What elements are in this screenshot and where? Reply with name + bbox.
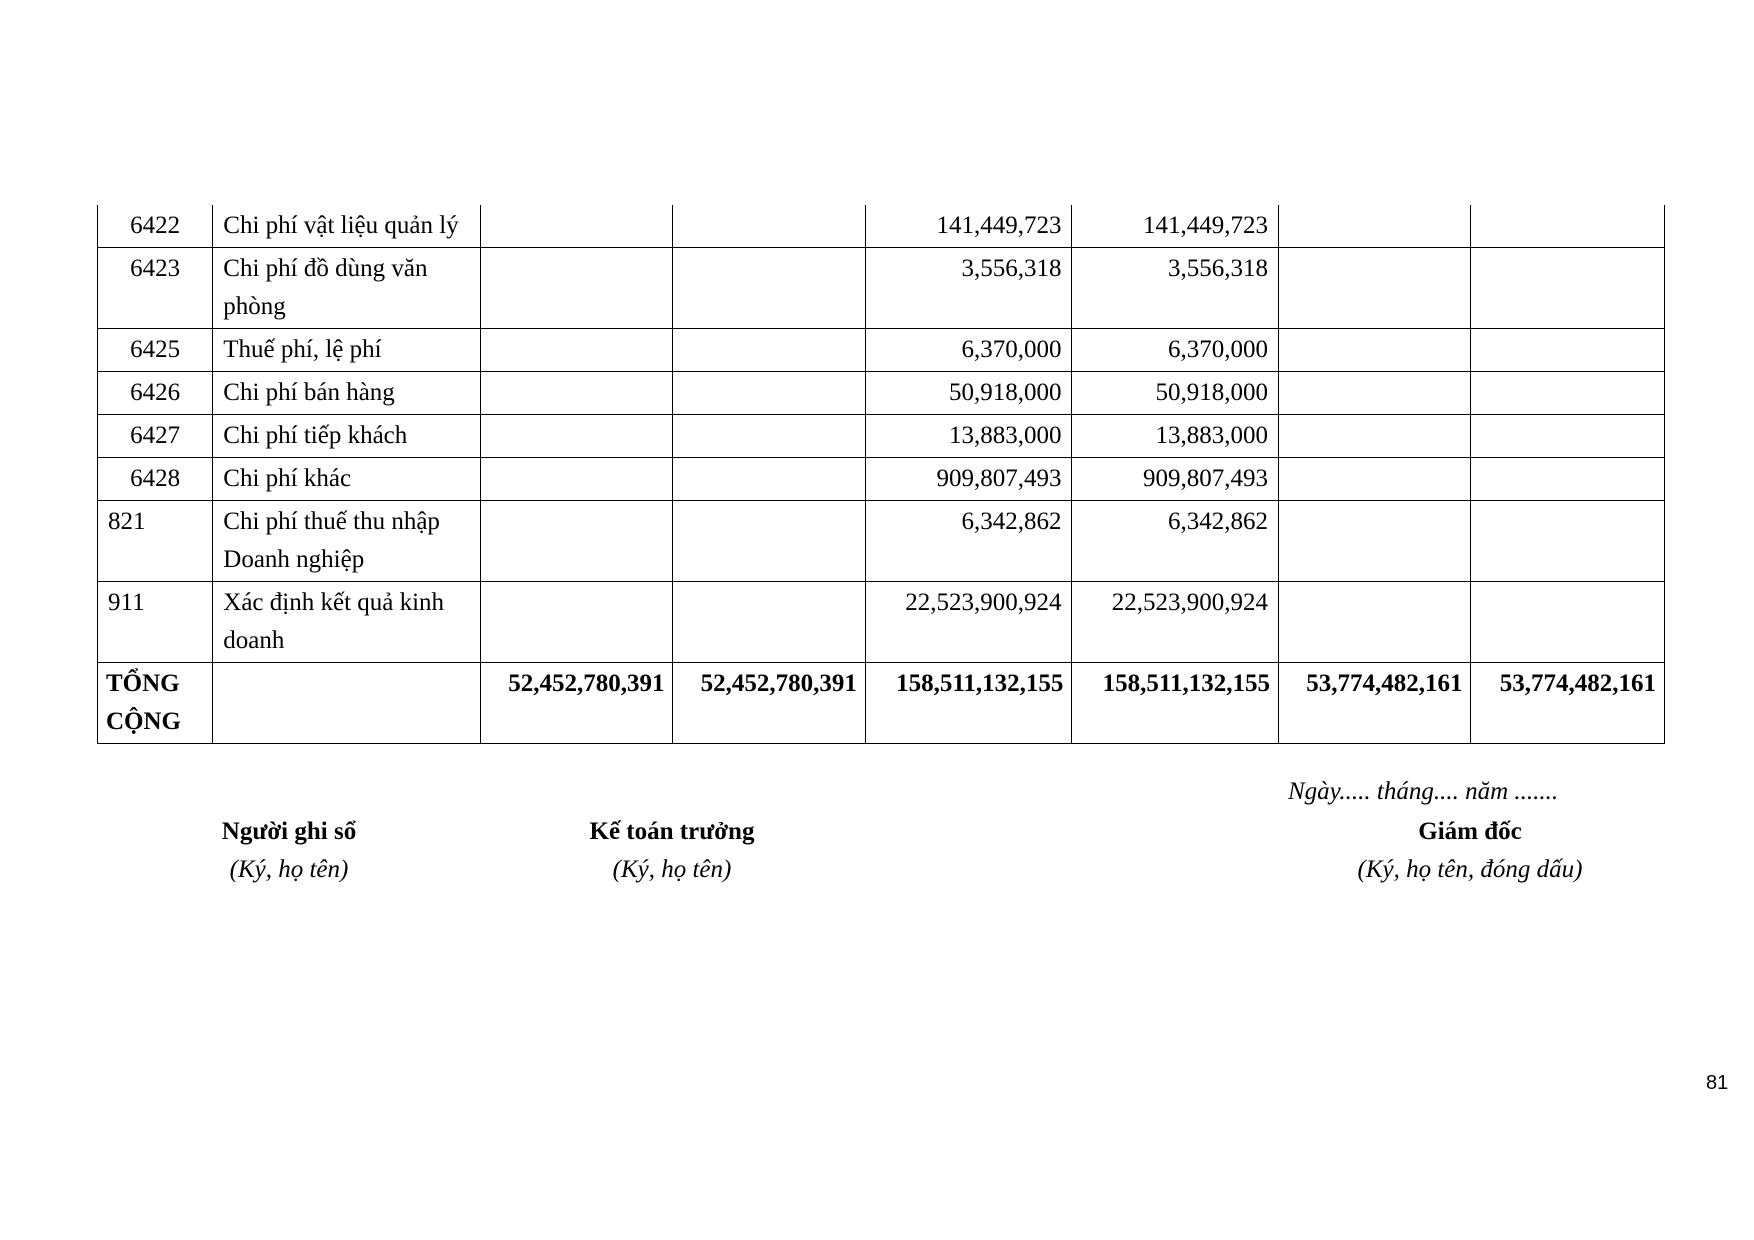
closing-debit	[1278, 205, 1470, 248]
table-row	[98, 501, 1665, 582]
closing-debit	[1278, 458, 1470, 501]
closing-debit	[1278, 372, 1470, 415]
opening-credit	[673, 501, 865, 582]
closing-credit	[1471, 415, 1665, 458]
period-debit: 909,807,493	[865, 458, 1072, 501]
opening-debit	[480, 458, 672, 501]
recorder-role: Người ghi sổ	[221, 818, 357, 845]
account-name: Chi phí bán hàng	[213, 372, 481, 415]
total-row	[98, 663, 1665, 744]
total-period-credit: 158,511,132,155	[1072, 663, 1279, 744]
opening-debit	[480, 248, 672, 329]
account-name: Chi phí đồ dùng văn phòng	[213, 248, 481, 329]
table-row	[98, 205, 1665, 248]
account-code: 821	[98, 501, 213, 582]
period-credit: 13,883,000	[1072, 415, 1279, 458]
period-debit: 141,449,723	[865, 205, 1072, 248]
account-code: 6422	[98, 205, 213, 248]
table-row	[98, 415, 1665, 458]
total-period-debit: 158,511,132,155	[865, 663, 1072, 744]
total-closing-debit: 53,774,482,161	[1278, 663, 1470, 744]
closing-credit	[1471, 205, 1665, 248]
recorder-hint: (Ký, họ tên)	[229, 856, 349, 883]
account-code: 911	[98, 582, 213, 663]
table-row	[98, 372, 1665, 415]
period-credit: 6,370,000	[1072, 329, 1279, 372]
period-credit: 22,523,900,924	[1072, 582, 1279, 663]
opening-debit	[480, 501, 672, 582]
director-signature-block	[1310, 813, 1630, 889]
period-debit: 6,342,862	[865, 501, 1072, 582]
opening-credit	[673, 248, 865, 329]
table-row	[98, 248, 1665, 329]
total-closing-credit: 53,774,482,161	[1471, 663, 1665, 744]
date-line: Ngày..... tháng.... năm .......	[1288, 778, 1559, 805]
closing-credit	[1471, 329, 1665, 372]
period-credit: 909,807,493	[1072, 458, 1279, 501]
period-debit: 22,523,900,924	[865, 582, 1072, 663]
opening-credit	[673, 205, 865, 248]
opening-debit	[480, 372, 672, 415]
account-name: Xác định kết quả kinh doanh	[213, 582, 481, 663]
closing-debit	[1278, 501, 1470, 582]
account-code: 6426	[98, 372, 213, 415]
closing-debit	[1278, 582, 1470, 663]
chief-accountant-role: Kế toán trưởng	[589, 818, 755, 845]
period-debit: 3,556,318	[865, 248, 1072, 329]
account-name: Chi phí khác	[213, 458, 481, 501]
account-code: 6428	[98, 458, 213, 501]
table-row	[98, 582, 1665, 663]
period-debit: 50,918,000	[865, 372, 1072, 415]
period-credit: 50,918,000	[1072, 372, 1279, 415]
account-name: Thuế phí, lệ phí	[213, 329, 481, 372]
closing-credit	[1471, 372, 1665, 415]
director-role: Giám đốc	[1418, 818, 1522, 845]
chief-accountant-hint: (Ký, họ tên)	[612, 856, 732, 883]
total-label: TỔNG CỘNG	[98, 663, 213, 744]
total-name-empty	[213, 663, 481, 744]
director-hint: (Ký, họ tên, đóng dấu)	[1357, 856, 1583, 883]
account-code: 6427	[98, 415, 213, 458]
table-row	[98, 458, 1665, 501]
period-credit: 6,342,862	[1072, 501, 1279, 582]
page-number: 81	[1706, 1072, 1729, 1094]
account-name: Chi phí vật liệu quản lý	[213, 205, 481, 248]
account-name: Chi phí thuế thu nhập Doanh nghiệp	[213, 501, 481, 582]
period-debit: 13,883,000	[865, 415, 1072, 458]
opening-credit	[673, 372, 865, 415]
account-name: Chi phí tiếp khách	[213, 415, 481, 458]
opening-credit	[673, 582, 865, 663]
account-code: 6425	[98, 329, 213, 372]
closing-credit	[1471, 458, 1665, 501]
closing-credit	[1471, 582, 1665, 663]
chief-accountant-signature-block	[552, 813, 792, 889]
closing-credit	[1471, 248, 1665, 329]
opening-debit	[480, 582, 672, 663]
recorder-signature-block	[189, 813, 389, 889]
closing-debit	[1278, 248, 1470, 329]
period-credit: 141,449,723	[1072, 205, 1279, 248]
total-opening-debit: 52,452,780,391	[480, 663, 672, 744]
period-credit: 3,556,318	[1072, 248, 1279, 329]
closing-debit	[1278, 415, 1470, 458]
total-opening-credit: 52,452,780,391	[673, 663, 865, 744]
opening-credit	[673, 415, 865, 458]
account-code: 6423	[98, 248, 213, 329]
opening-debit	[480, 415, 672, 458]
closing-credit	[1471, 501, 1665, 582]
opening-debit	[480, 205, 672, 248]
period-debit: 6,370,000	[865, 329, 1072, 372]
trial-balance-table	[97, 205, 1665, 744]
opening-debit	[480, 329, 672, 372]
table-row	[98, 329, 1665, 372]
closing-debit	[1278, 329, 1470, 372]
opening-credit	[673, 458, 865, 501]
opening-credit	[673, 329, 865, 372]
